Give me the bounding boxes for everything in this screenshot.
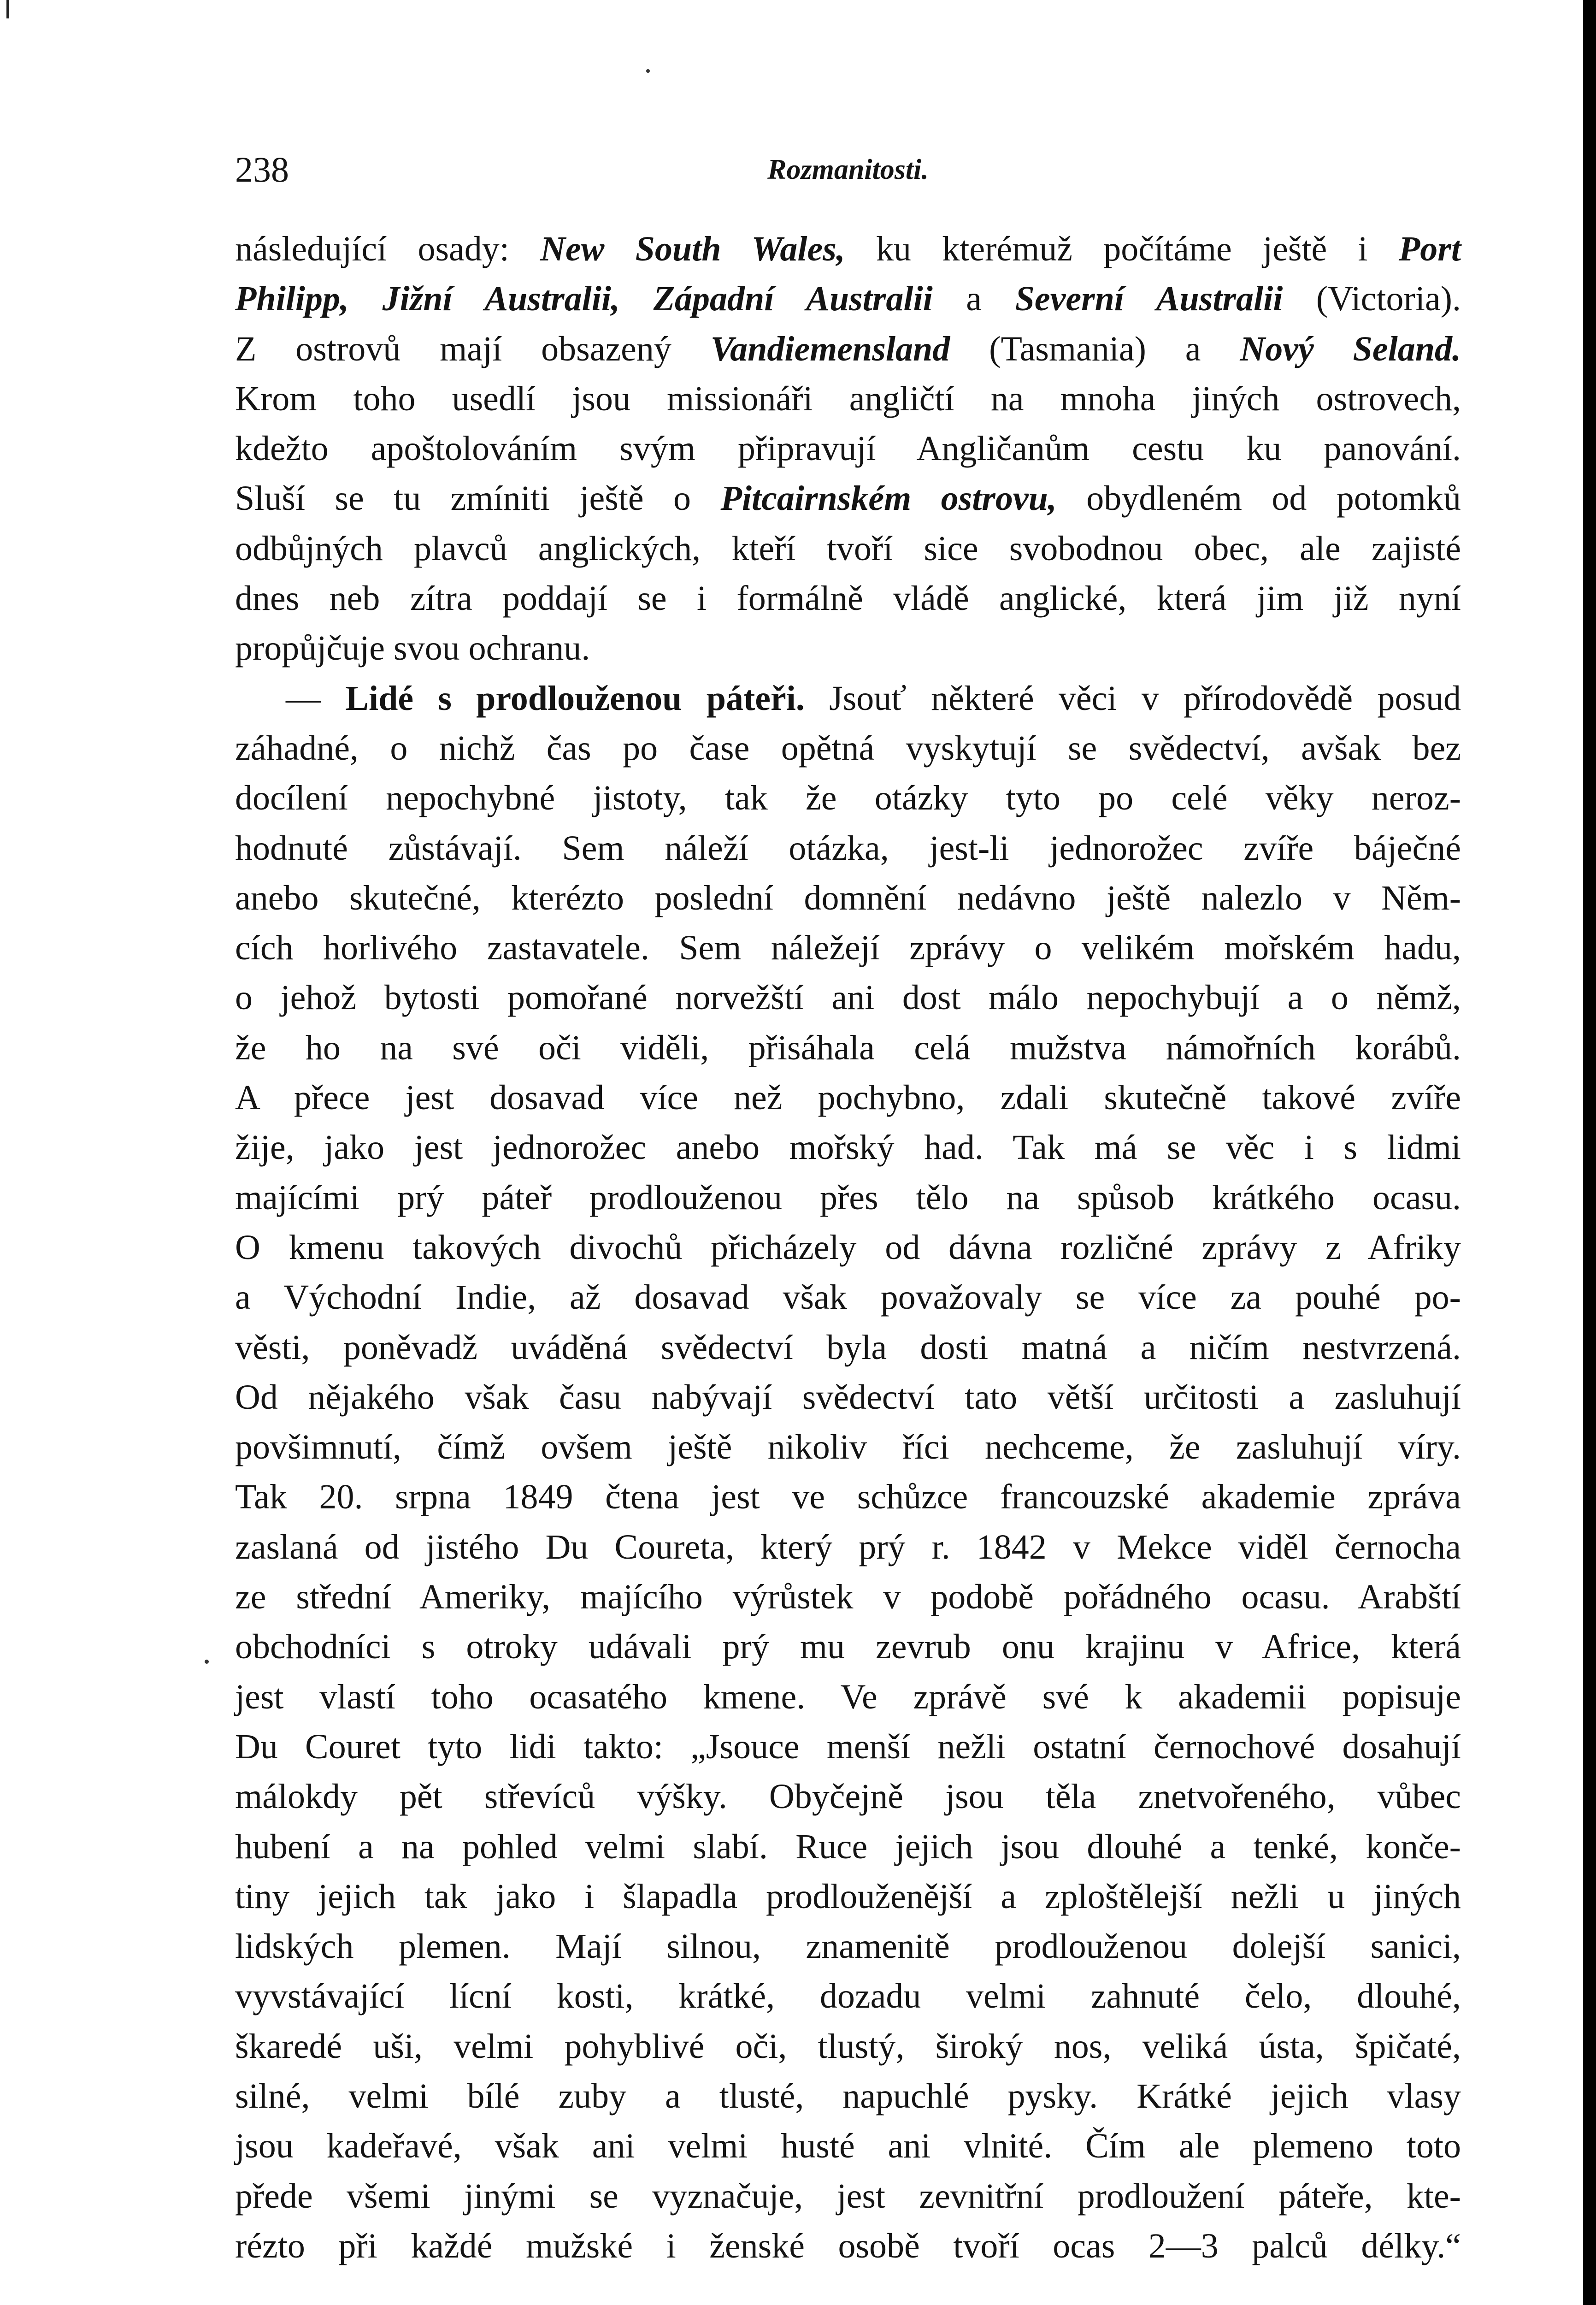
- text-line: [235, 1772, 1461, 1821]
- text-run: propůjčuje svou ochranu.: [235, 629, 590, 668]
- page-number: 238: [235, 149, 289, 189]
- text-line: [235, 623, 1461, 673]
- text-line: [235, 374, 1461, 424]
- text-line: [235, 1722, 1461, 1772]
- text-run: tiny jejich tak jako i šlapadla prodlouženější a zploštělejší nežli u jiných: [235, 1877, 1461, 1916]
- text-line: [235, 1372, 1461, 1422]
- text-run: lidských plemen. Mají silnou, znamenitě prodlouženou dolejší sanici,: [235, 1927, 1461, 1966]
- text-run: dnes neb zítra poddají se i formálně vládě anglické, která jim již nyní: [235, 579, 1461, 618]
- text-run: a Východní Indie, až dosavad však považovaly se více za pouhé po-: [235, 1278, 1461, 1317]
- text-run: Tak 20. srpna 1849 čtena jest ve schůzce francouzské akademie zpráva: [235, 1478, 1461, 1517]
- speck: [646, 69, 650, 73]
- running-title: Rozmanitosti.: [767, 154, 929, 185]
- text-run: majícími prý páteř prodlouženou přes tělo na spůsob krátkého ocasu.: [235, 1178, 1461, 1217]
- text-line: [235, 923, 1461, 973]
- emphasis-text: Nový Seland.: [1240, 329, 1461, 368]
- scan-edge: [1583, 0, 1596, 2305]
- text-run: Jsouť některé věci v přírodovědě posud: [804, 679, 1461, 718]
- text-line: [235, 1872, 1461, 1921]
- section-heading: Lidé s prodlouženou páteři.: [345, 679, 805, 718]
- text-run: anebo skutečné, kterézto poslední domnění nedávno ještě nalezlo v Něm-: [235, 878, 1461, 917]
- text-run: odbůjných plavců anglických, kteří tvoří sice svobodnou obec, ale zajisté: [235, 529, 1461, 568]
- text-line: [235, 1123, 1461, 1172]
- text-line: [235, 1622, 1461, 1672]
- text-line: [235, 674, 1461, 723]
- text-run: —: [286, 679, 346, 718]
- text-run: věsti, poněvadž uváděná svědectví byla dosti matná a ničím nestvrzená.: [235, 1328, 1461, 1367]
- emphasis-text: Pitcairnském ostrovu,: [720, 479, 1057, 518]
- text-run: hodnuté zůstávají. Sem náleží otázka, jest-li jednorožec zvíře báječné: [235, 828, 1461, 868]
- text-line: [235, 2171, 1461, 2221]
- text-run: následující osady:: [235, 230, 541, 268]
- text-line: [235, 1323, 1461, 1372]
- text-line: [235, 424, 1461, 473]
- text-run: (Tasmania) a: [950, 329, 1240, 368]
- text-line: [235, 1023, 1461, 1073]
- text-line: [235, 224, 1461, 274]
- text-line: [235, 823, 1461, 873]
- text-run: kdežto apoštolováním svým připravují Angličanům cestu ku panování.: [235, 429, 1461, 468]
- text-line: [235, 2221, 1461, 2271]
- text-run: jsou kadeřavé, však ani velmi husté ani vlnité. Čím ale plemeno toto: [235, 2127, 1461, 2166]
- text-run: ku kterémuž počítáme ještě i: [845, 230, 1399, 268]
- text-line: [235, 1572, 1461, 1622]
- text-line: [235, 1672, 1461, 1722]
- text-run: přede všemi jinými se vyznačuje, jest zevnitřní prodloužení páteře, kte-: [235, 2176, 1461, 2216]
- text-line: [235, 1921, 1461, 1971]
- speck: [205, 1660, 209, 1664]
- text-run: hubení a na pohled velmi slabí. Ruce jejich jsou dlouhé a tenké, konče-: [235, 1827, 1461, 1866]
- text-run: Du Couret tyto lidi takto: „Jsouce menší nežli ostatní černochové dosahují: [235, 1727, 1461, 1766]
- text-run: obydleném od potomků: [1056, 479, 1461, 518]
- text-line: [235, 1223, 1461, 1272]
- text-line: [235, 1073, 1461, 1123]
- text-line: [235, 2121, 1461, 2171]
- text-run: vyvstávající lícní kosti, krátké, dozadu velmi zahnuté čelo, dlouhé,: [235, 1977, 1461, 2016]
- text-line: [235, 1822, 1461, 1872]
- emphasis-text: Philipp, Jižní Australii, Západní Australii: [235, 279, 933, 319]
- text-run: Krom toho usedlí jsou missionáři angličtí na mnoha jiných ostrovech,: [235, 379, 1461, 418]
- text-line: [235, 1472, 1461, 1522]
- text-run: jest vlastí toho ocasatého kmene. Ve zprávě své k akademii popisuje: [235, 1677, 1461, 1716]
- text-line: [235, 1522, 1461, 1572]
- text-run: O kmenu takových divochů přicházely od dávna rozličné zprávy z Afriky: [235, 1228, 1461, 1267]
- text-line: [235, 2071, 1461, 2121]
- text-run: docílení nepochybné jistoty, tak že otázky tyto po celé věky neroz-: [235, 779, 1461, 818]
- text-line: [235, 873, 1461, 923]
- body-text: [235, 224, 1461, 2271]
- text-run: málokdy pět střevíců výšky. Obyčejně jsou těla znetvořeného, vůbec: [235, 1777, 1461, 1816]
- text-run: Z ostrovů mají obsazený: [235, 329, 711, 368]
- text-run: škaredé uši, velmi pohyblivé oči, tlustý, široký nos, veliká ústa, špičaté,: [235, 2027, 1461, 2066]
- text-run: povšimnutí, čímž ovšem ještě nikoliv říci nechceme, že zasluhují víry.: [235, 1428, 1461, 1467]
- text-line: [235, 973, 1461, 1022]
- emphasis-text: Severní Australii: [1015, 279, 1283, 319]
- text-run: silné, velmi bílé zuby a tlusté, napuchlé pysky. Krátké jejich vlasy: [235, 2076, 1461, 2116]
- scan-mark: [6, 0, 9, 18]
- text-line: [235, 723, 1461, 773]
- text-run: že ho na své oči viděli, přisáhala celá mužstva námořních korábů.: [235, 1028, 1461, 1067]
- text-run: ze střední Ameriky, majícího výrůstek v podobě pořádného ocasu. Arabští: [235, 1578, 1461, 1617]
- text-run: rézto při každé mužské i ženské osobě tvoří ocas 2—3 palců délky.“: [235, 2226, 1461, 2265]
- text-run: záhadné, o nichž čas po čase opětná vyskytují se svědectví, avšak bez: [235, 728, 1461, 768]
- text-run: žije, jako jest jednorožec anebo mořský had. Tak má se věc i s lidmi: [235, 1128, 1461, 1167]
- text-line: [235, 1173, 1461, 1223]
- text-run: obchodníci s otroky udávali prý mu zevrub onu krajinu v Africe, která: [235, 1627, 1461, 1667]
- text-line: [235, 524, 1461, 573]
- emphasis-text: Port: [1398, 230, 1461, 268]
- text-line: [235, 573, 1461, 623]
- emphasis-text: New South Wales,: [540, 230, 845, 268]
- text-line: [235, 274, 1461, 324]
- text-run: A přece jest dosavad více než pochybno, zdali skutečně takové zvíře: [235, 1078, 1461, 1117]
- text-run: zaslaná od jistého Du Coureta, který prý r. 1842 v Mekce viděl černocha: [235, 1527, 1461, 1566]
- page-header: [235, 147, 1461, 193]
- text-run: a: [932, 279, 1015, 319]
- text-run: Sluší se tu zmíniti ještě o: [235, 479, 721, 518]
- text-line: [235, 2021, 1461, 2071]
- text-line: [235, 1272, 1461, 1322]
- text-line: [235, 1422, 1461, 1472]
- text-line: [235, 1971, 1461, 2021]
- text-run: (Victoria).: [1283, 279, 1461, 319]
- text-run: cích horlivého zastavatele. Sem náležejí zprávy o velikém mořském hadu,: [235, 928, 1461, 968]
- text-line: [235, 773, 1461, 823]
- text-run: Od nějakého však času nabývají svědectví tato větší určitosti a zasluhují: [235, 1377, 1461, 1417]
- text-run: o jehož bytosti pomořané norvežští ani dost málo nepochybují a o němž,: [235, 978, 1461, 1017]
- text-line: [235, 473, 1461, 523]
- text-line: [235, 324, 1461, 374]
- emphasis-text: Vandiemensland: [710, 329, 950, 368]
